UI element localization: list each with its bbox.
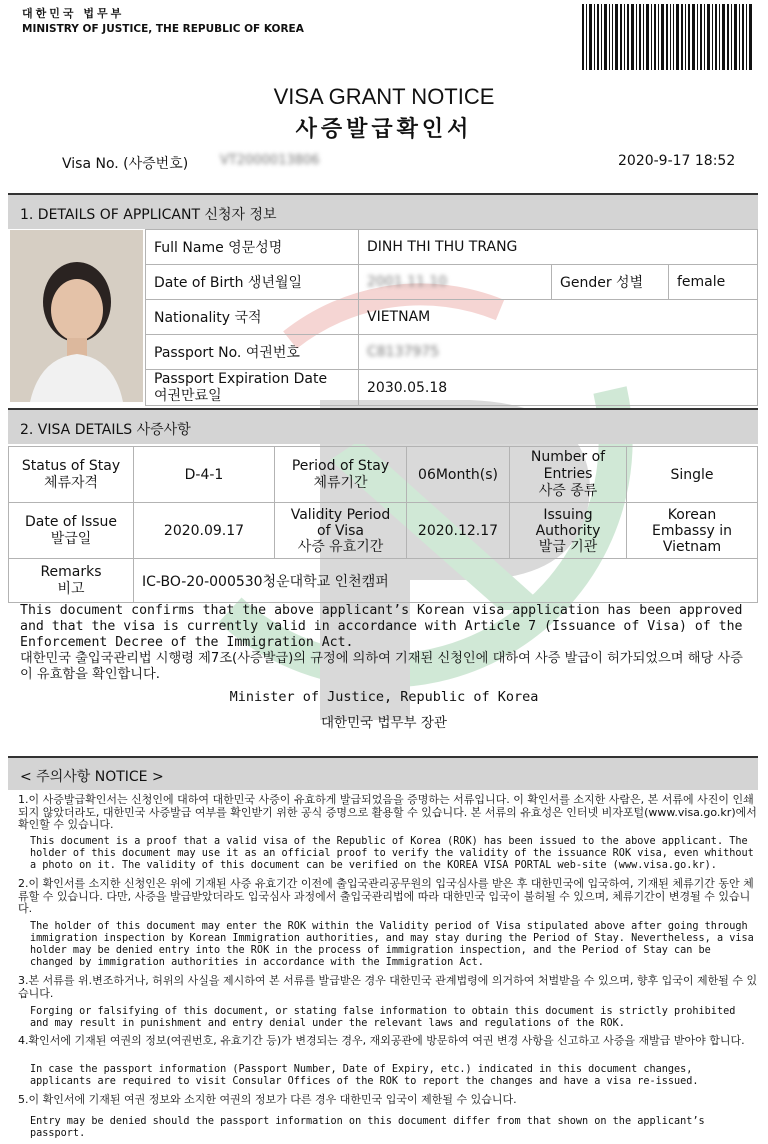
period-label-en: Period of Stay xyxy=(291,457,390,474)
visa-number-value: VT2000013806 xyxy=(220,153,320,168)
document-title-ko: 사증발급확인서 xyxy=(295,117,473,142)
section-visa-title: 2. VISA DETAILS 사증사항 xyxy=(20,422,191,438)
validity-value: 2020.12.17 xyxy=(407,503,510,559)
notice-header xyxy=(8,756,758,790)
remarks-label xyxy=(9,559,134,603)
issue-label-ko: 발급일 xyxy=(50,530,92,547)
issuing-authority-label xyxy=(510,503,627,559)
entries-value: Single xyxy=(627,447,758,503)
authority-label-ko: 발급 기관 xyxy=(538,538,598,555)
nationality-label: Nationality 국적 xyxy=(146,300,359,335)
visa-number-label: Visa No. (사증번호) xyxy=(62,156,189,172)
notice-item-5-ko: 5.이 확인서에 기재된 여권 정보와 소지한 여권의 정보가 다른 경우 대한민국 입국이 제한될 수 있습니다. xyxy=(18,1093,517,1106)
section-applicant-title: 1. DETAILS OF APPLICANT 신청자 정보 xyxy=(20,207,277,223)
table-row xyxy=(146,265,758,300)
statement-en: This document confirms that the above applicant’s Korean visa application has been approved and that the visa is currently valid in accordance with Article 7 (Issuance of Visa) of the Enforcement Decree of the Immigration Act. xyxy=(20,603,743,650)
passport-number-value: C8137975 xyxy=(359,335,758,370)
remarks-label-ko: 비고 xyxy=(57,580,85,597)
minister-signature-en: Minister of Justice, Republic of Korea xyxy=(229,689,539,705)
entries-label xyxy=(510,447,627,503)
status-of-stay-value: D-4-1 xyxy=(134,447,275,503)
notice-item-1-en: This document is a proof that a valid visa of the Republic of Korea (ROK) has been issued to the above applicant. The holder of this document may use it as an official proof to verify the validity of the issuance ROK visa, even whithout a photo on it. The validity of this document can be verified on the KOREA VISA PORTAL web-site (www.visa.go.kr). xyxy=(30,836,754,871)
notice-item-3-en: Forging or falsifying of this document, or stating false information to obtain this document is strictly prohibited and may result in punishment and entry denial under the relevant laws and regulations of the ROK. xyxy=(30,1006,736,1029)
applicant-photo xyxy=(10,230,143,402)
date-of-issue-label xyxy=(9,503,134,559)
passport-expiration-label-ko: 여권만료일 xyxy=(154,387,222,404)
issue-label-en: Date of Issue xyxy=(24,513,118,530)
ministry-name-ko: 대한민국 법무부 xyxy=(22,7,125,20)
period-of-stay-label xyxy=(275,447,407,503)
notice-item-1-ko: 1.이 사증발급확인서는 신청인에 대하여 대한민국 사증이 유효하게 발급되었음을 증명하는 서류입니다. 이 확인서를 소지한 사람은, 본 서류에 사진이 인쇄되지 않았더라도, 대한민국 사증발급 여부를 확인받기 위한 공식 증명으로 활용할 수 있습니다. 본 서류의 유효성은 인터넷 비자포털(www.visa.go.kr)에서 확인할 수 있습니다. xyxy=(18,793,757,831)
nationality-value: VIETNAM xyxy=(359,300,758,335)
passport-expiration-label-en: Passport Expiration Date xyxy=(154,370,328,387)
confirmation-statement xyxy=(20,603,750,683)
table-row xyxy=(146,370,758,406)
status-label-ko: 체류자격 xyxy=(43,474,99,491)
full-name-value: DINH THI THU TRANG xyxy=(359,230,758,265)
issuing-authority-value: Korean Embassy in Vietnam xyxy=(627,503,758,559)
minister-signature-ko: 대한민국 법무부 장관 xyxy=(321,715,447,731)
table-row xyxy=(146,230,758,265)
status-of-stay-label xyxy=(9,447,134,503)
validity-label-en: Validity Period of Visa xyxy=(290,506,391,539)
notice-item-5-en: Entry may be denied should the passport information on this document differ from that shown on the applicant’s passport. xyxy=(30,1116,705,1139)
ministry-name-en: MINISTRY OF JUSTICE, THE REPUBLIC OF KOREA xyxy=(22,23,304,35)
issue-datetime: 2020-9-17 18:52 xyxy=(618,153,736,169)
authority-label-en: Issuing Authority xyxy=(535,506,601,539)
notice-item-4-ko: 4.확인서에 기재된 여권의 정보(여권번호, 유효기간 등)가 변경되는 경우, 재외공관에 방문하여 여권 변경 사항을 신고하고 사증을 재발급 받아야 합니다. xyxy=(18,1034,745,1047)
notice-item-4-en: In case the passport information (Passport Number, Date of Expiry, etc.) indicated in this document changes, applicants are required to visit Consular Offices of the ROK to report the changes and have a visa re-issued. xyxy=(30,1064,699,1087)
table-row xyxy=(9,447,758,503)
status-label-en: Status of Stay xyxy=(21,457,121,474)
gender-label: Gender 성별 xyxy=(552,265,669,300)
barcode-icon xyxy=(582,4,752,70)
validity-label xyxy=(275,503,407,559)
notice-item-2-ko: 2.이 확인서를 소지한 신청인은 위에 기재된 사증 유효기간 이전에 출입국관리공무원의 입국심사를 받은 후 대한민국에 입국하여, 기재된 체류기간 동안 체류할 수 있습니다. 다만, 사증을 발급받았더라도 입국심사 과정에서 출입국관리법에 따라 대한민국 입국이 불허될 수 있으며, 체류기간이 변경될 수 있습니다. xyxy=(18,877,754,915)
passport-expiration-label xyxy=(146,370,359,406)
passport-number-label: Passport No. 여권번호 xyxy=(146,335,359,370)
gender-value: female xyxy=(669,265,758,300)
notice-title: < 주의사항 NOTICE > xyxy=(20,769,164,785)
statement-ko: 대한민국 출입국관리법 시행령 제7조(사증발급)의 규정에 의하여 기재된 신청인에 대하여 사증 발급이 허가되었으며 해당 사증이 유효함을 확인합니다. xyxy=(20,651,743,682)
section-visa-header xyxy=(8,408,758,444)
remarks-label-en: Remarks xyxy=(40,563,102,580)
validity-label-ko: 사증 유효기간 xyxy=(297,538,384,555)
table-row xyxy=(9,503,758,559)
section-applicant-header xyxy=(8,193,758,229)
full-name-label: Full Name 영문성명 xyxy=(146,230,359,265)
table-row xyxy=(146,335,758,370)
entries-label-ko: 사증 종류 xyxy=(538,483,598,499)
date-of-issue-value: 2020.09.17 xyxy=(134,503,275,559)
applicant-table xyxy=(145,229,758,406)
remarks-value: IC-BO-20-000530청운대학교 인천캠퍼 xyxy=(134,559,758,603)
document-title-en: VISA GRANT NOTICE xyxy=(273,84,495,109)
dob-label: Date of Birth 생년월일 xyxy=(146,265,359,300)
notice-item-2-en: The holder of this document may enter the ROK within the Validity period of Visa stipulated above after going through immigration inspection by Korean Immigration authorities, and may stay during the Period of Stay. Nevertheless, a visa holder may be denied entry into the ROK in the process of immigration inspection, and the Period of Stay can be changed by immigration authorities in accordance with the Immigration Act. xyxy=(30,921,754,968)
notice-item-3-ko: 3.본 서류를 위.변조하거나, 허위의 사실을 제시하여 본 서류를 발급받은 경우 대한민국 관계법령에 의거하여 처벌받을 수 있으며, 향후 입국이 제한될 수 있습니다. xyxy=(18,974,758,1000)
table-row xyxy=(146,300,758,335)
period-of-stay-value: 06Month(s) xyxy=(407,447,510,503)
table-row xyxy=(9,559,758,603)
dob-value: 2001.11.10 xyxy=(359,265,552,300)
visa-details-table xyxy=(8,446,758,603)
period-label-ko: 체류기간 xyxy=(313,474,368,491)
entries-label-en: Number of Entries xyxy=(530,449,606,482)
passport-expiration-value: 2030.05.18 xyxy=(359,370,758,406)
